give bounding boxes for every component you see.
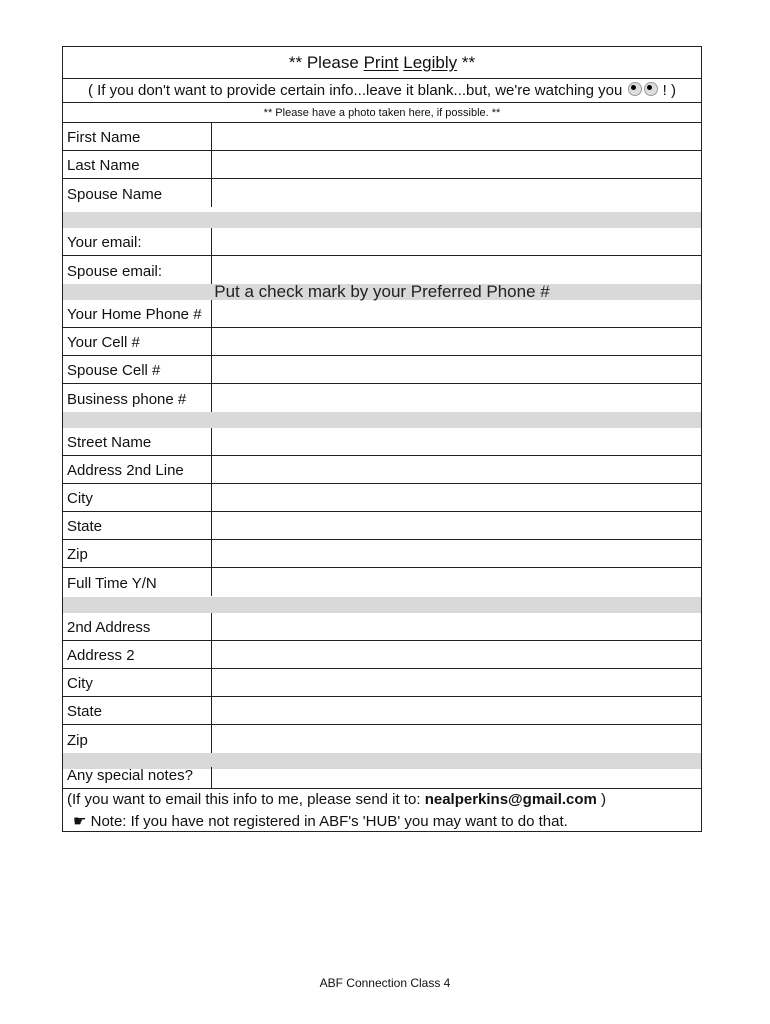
- first-name-label: First Name: [67, 129, 141, 146]
- zip-2-row: [63, 725, 701, 753]
- home-phone-label: Your Home Phone #: [67, 306, 202, 323]
- second-address-row: [63, 613, 701, 641]
- city-2-field[interactable]: [211, 669, 701, 696]
- state-label: State: [67, 518, 103, 535]
- your-email-field[interactable]: [211, 228, 701, 255]
- zip-label: Zip: [67, 546, 88, 563]
- section-divider: [63, 212, 701, 228]
- last-name-label: Last Name: [67, 157, 140, 174]
- full-time-field[interactable]: [211, 568, 701, 596]
- state-2-field[interactable]: [211, 697, 701, 724]
- registration-form: [62, 46, 702, 832]
- eyes-icon: [628, 82, 642, 96]
- your-cell-row: [63, 328, 701, 356]
- spouse-cell-row: [63, 356, 701, 384]
- address-2-field[interactable]: [211, 641, 701, 668]
- contact-email: nealperkins@gmail.com: [424, 791, 597, 808]
- your-cell-label: Your Cell #: [67, 334, 140, 351]
- state-field[interactable]: [211, 512, 701, 539]
- spouse-name-field[interactable]: [211, 179, 701, 207]
- section-divider: [63, 412, 701, 428]
- special-notes-row: [63, 767, 701, 789]
- full-time-label: Full Time Y/N: [67, 575, 157, 592]
- photo-note: ** Please have a photo taken here, if possible. **: [63, 103, 701, 123]
- section-divider: [63, 597, 701, 613]
- street-name-field[interactable]: [211, 428, 701, 455]
- first-name-row: [63, 123, 701, 151]
- zip-row: [63, 540, 701, 568]
- zip-2-label: Zip: [67, 732, 88, 749]
- spouse-email-label: Spouse email:: [67, 263, 163, 280]
- last-name-field[interactable]: [211, 151, 701, 178]
- spouse-name-row: [63, 179, 701, 207]
- city-field[interactable]: [211, 484, 701, 511]
- pointing-hand-icon: ☛: [73, 813, 87, 830]
- zip-2-field[interactable]: [211, 725, 701, 753]
- your-email-label: Your email:: [67, 234, 142, 251]
- special-notes-label: Any special notes?: [67, 767, 193, 784]
- page-footer: ABF Connection Class 4: [319, 976, 451, 990]
- eyes-icon: [644, 82, 658, 96]
- address-2nd-line-field[interactable]: [211, 456, 701, 483]
- spouse-cell-field[interactable]: [211, 356, 701, 383]
- city-2-row: [63, 669, 701, 697]
- business-phone-row: [63, 384, 701, 412]
- preferred-phone-note: Put a check mark by your Preferred Phone #: [214, 282, 550, 301]
- street-name-row: [63, 428, 701, 456]
- address-2-label: Address 2: [67, 647, 135, 664]
- your-cell-field[interactable]: [211, 328, 701, 355]
- spouse-email-field[interactable]: [211, 256, 701, 284]
- city-2-label: City: [67, 675, 93, 692]
- state-2-label: State: [67, 703, 103, 720]
- city-row: [63, 484, 701, 512]
- first-name-field[interactable]: [211, 123, 701, 150]
- form-title: ** Please Print Legibly **: [63, 47, 701, 79]
- second-address-field[interactable]: [211, 613, 701, 640]
- second-address-label: 2nd Address: [67, 619, 151, 636]
- full-time-row: [63, 568, 701, 596]
- legibly-word: Legibly: [403, 53, 458, 72]
- state-2-row: [63, 697, 701, 725]
- email-instructions: (If you want to email this info to me, please send it to: nealperkins@gmail.com ): [67, 791, 607, 808]
- home-phone-field[interactable]: [211, 300, 701, 327]
- spouse-name-label: Spouse Name: [67, 186, 163, 203]
- city-label: City: [67, 490, 93, 507]
- street-name-label: Street Name: [67, 434, 152, 451]
- spouse-cell-label: Spouse Cell #: [67, 362, 161, 379]
- home-phone-row: [63, 300, 701, 328]
- business-phone-label: Business phone #: [67, 391, 187, 408]
- form-subtitle: ( If you don't want to provide certain info...leave it blank...but, we're watching you ! ): [63, 79, 701, 103]
- state-row: [63, 512, 701, 540]
- spouse-email-row: [63, 256, 701, 284]
- address-2nd-line-label: Address 2nd Line: [67, 462, 184, 479]
- hub-note: ☛ Note: If you have not registered in ABF's 'HUB' you may want to do that.: [73, 813, 568, 830]
- address-2nd-line-row: [63, 456, 701, 484]
- business-phone-field[interactable]: [211, 384, 701, 412]
- address-2-row: [63, 641, 701, 669]
- print-word: Print: [363, 53, 399, 72]
- zip-field[interactable]: [211, 540, 701, 567]
- your-email-row: [63, 228, 701, 256]
- last-name-row: [63, 151, 701, 179]
- special-notes-field[interactable]: [211, 767, 701, 788]
